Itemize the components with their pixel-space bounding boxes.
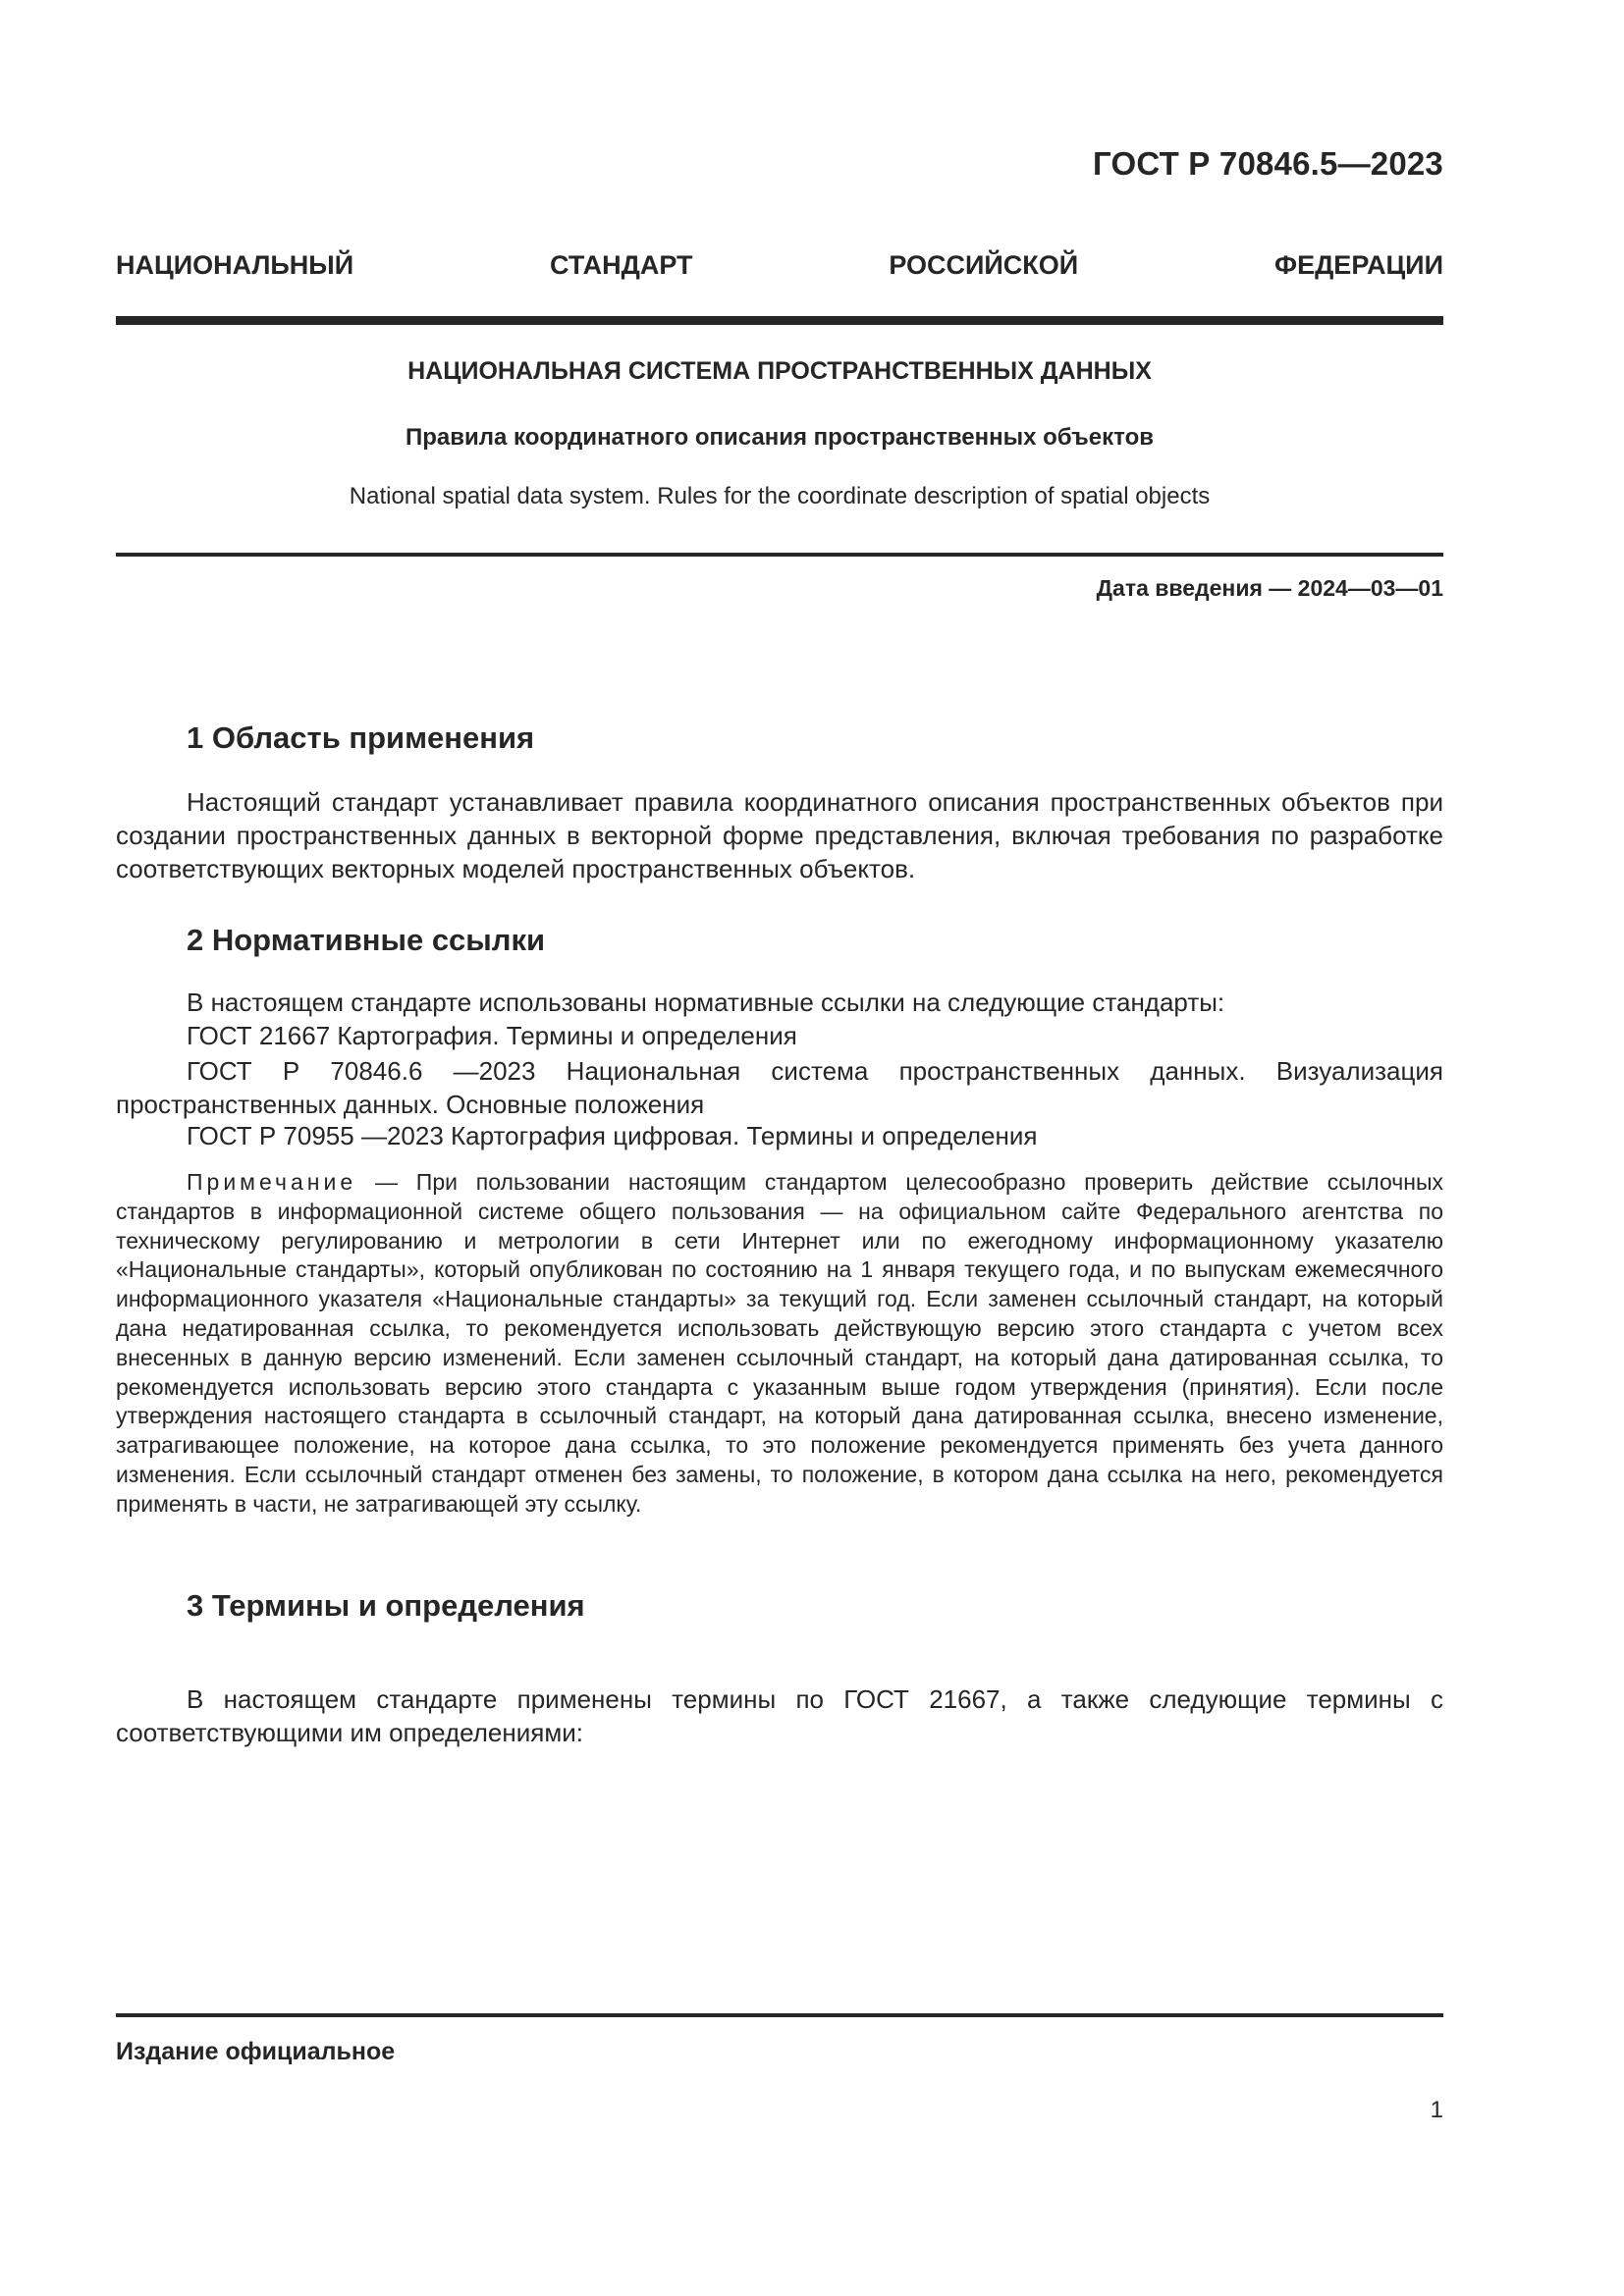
national-standard-banner bbox=[116, 250, 1443, 281]
official-edition-label: Издание официальное bbox=[116, 2038, 396, 2065]
ref-item-gost-70846-6-text: ГОСТ Р 70846.6 —2023 Национальная система пространственных данных. Визуализация пространственных данных. Основные положения bbox=[116, 1056, 1443, 1119]
intro-date: Дата введения — 2024—03—01 bbox=[1096, 575, 1443, 601]
section-heading-scope: 1 Область применения bbox=[187, 721, 535, 755]
refs-intro: В настоящем стандарте использованы нормативные ссылки на следующие стандарты: bbox=[187, 988, 1225, 1017]
terms-paragraph bbox=[116, 1682, 1443, 1749]
rules-title: Правила координатного описания пространственных объектов bbox=[405, 424, 1155, 451]
note-label: Примечание bbox=[187, 1169, 357, 1195]
system-title: НАЦИОНАЛЬНАЯ СИСТЕМА ПРОСТРАНСТВЕННЫХ ДАННЫХ bbox=[407, 357, 1152, 385]
scope-paragraph bbox=[116, 785, 1443, 885]
top-rule bbox=[116, 316, 1443, 325]
section-heading-terms: 3 Термины и определения bbox=[187, 1588, 585, 1623]
page-number: 1 bbox=[1430, 2097, 1443, 2123]
gost-code: ГОСТ Р 70846.5—2023 bbox=[1093, 145, 1443, 182]
title-rule bbox=[116, 553, 1443, 557]
ref-item-gost-70846-6 bbox=[116, 1054, 1443, 1121]
note-text: — При пользовании настоящим стандартом целесообразно проверить действие ссылочных стандартов в информационной системе общего пользования — на официальном сайте Федерального агентства по техническому регулированию и метрологии в сети Интернет или по ежегодному информационному указателю «Национальные стандарты», который опубликован по состоянию на 1 января текущего года, и по выпускам ежемесячного информационного указателя «Национальные стандарты» за текущий год. Если заменен ссылочный стандарт, на который дана недатированная ссылка, то рекомендуется использовать действующую версию этого стандарта с учетом всех внесенных в данную версию изменений. Если заменен ссылочный стандарт, на который дана датированная ссылка, то рекомендуется использовать версию этого стандарта с указанным выше годом утверждения (принятия). Если после утверждения настоящего стандарта в ссылочный стандарт, на который дана датированная ссылка, внесено изменение, затрагивающее положение, на которое дана ссылка, то это положение рекомендуется применять без учета данного изменения. Если ссылочный стандарт отменен без замены, то положение, в котором дана ссылка на него, рекомендуется применять в части, не затрагивающей эту ссылку. bbox=[116, 1169, 1443, 1517]
footer-rule bbox=[116, 2013, 1443, 2017]
english-title: National spatial data system. Rules for the coordinate description of spatial objects bbox=[349, 483, 1211, 509]
note-paragraph bbox=[116, 1168, 1443, 1520]
terms-text: В настоящем стандарте применены термины по ГОСТ 21667, а также следующие термины с соответствующими им определениями: bbox=[116, 1684, 1443, 1747]
national-standard-text: НАЦИОНАЛЬНЫЙ СТАНДАРТ РОССИЙСКОЙ ФЕДЕРАЦИИ bbox=[116, 250, 1443, 280]
ref-item-gost-21667: ГОСТ 21667 Картография. Термины и определения bbox=[187, 1021, 797, 1050]
scope-text: Настоящий стандарт устанавливает правила координатного описания пространственных объектов при создании пространственных данных в векторной форме представления, включая требования по разработке соответствующих векторных моделей пространственных объектов. bbox=[116, 787, 1443, 883]
section-heading-refs: 2 Нормативные ссылки bbox=[187, 923, 546, 957]
ref-item-gost-70955: ГОСТ Р 70955 —2023 Картография цифровая. Термины и определения bbox=[187, 1121, 1038, 1150]
